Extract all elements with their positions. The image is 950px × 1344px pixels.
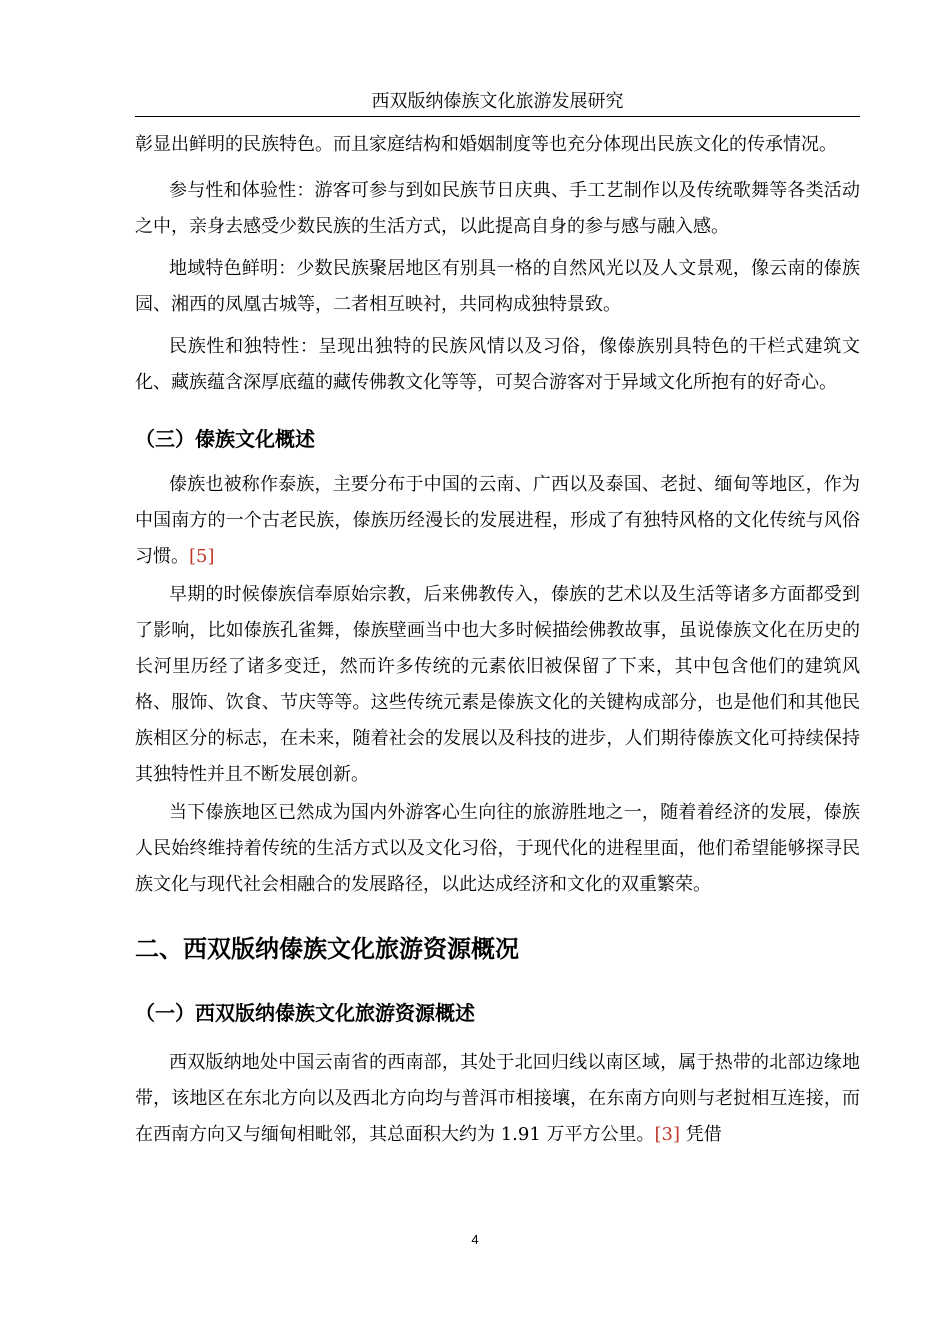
section-heading-dai-culture: （三）傣族文化概述 — [135, 427, 315, 451]
citation-5[interactable]: [5] — [189, 546, 215, 567]
section-heading-resources-overview: （一）西双版纳傣族文化旅游资源概述 — [135, 1001, 475, 1025]
paragraph-dai-overview-text: 傣族也被称作泰族，主要分布于中国的云南、广西以及泰国、老挝、缅甸等地区，作为中国南方的一个古老民族，傣族历经漫长的发展进程，形成了有独特风格的文化传统与风俗习惯。 — [135, 474, 860, 567]
paragraph-location-text: 西双版纳地处中国云南省的西南部，其处于北回归线以南区域，属于热带的北部边缘地带，该地区在东北方向以及西北方向均与普洱市相接壤，在东南方向则与老挝相互连接，而在西南方向又与缅甸相毗邻，其总面积大约为 1.91 万平方公里。 — [135, 1052, 860, 1145]
document-body — [135, 127, 860, 1153]
citation-3[interactable]: [3] — [654, 1124, 681, 1145]
paragraph-ethnic-uniqueness: 民族性和独特性：呈现出独特的民族风情以及习俗，像傣族别具特色的干栏式建筑文化、藏族蕴含深厚底蕴的藏传佛教文化等等，可契合游客对于异域文化所抱有的好奇心。 — [135, 336, 860, 393]
running-header-title: 西双版纳傣族文化旅游发展研究 — [371, 91, 624, 112]
paragraph-location-tail: 凭借 — [680, 1124, 722, 1145]
paragraph-dai-overview — [135, 467, 860, 575]
paragraph-dai-today: 当下傣族地区已然成为国内外游客心生向往的旅游胜地之一，随着着经济的发展，傣族人民始终维持着传统的生活方式以及文化习俗，于现代化的进程里面，他们希望能够探寻民族文化与现代社会相融合的发展路径，以此达成经济和文化的双重繁荣。 — [135, 802, 860, 895]
paragraph-participation: 参与性和体验性：游客可参与到如民族节日庆典、手工艺制作以及传统歌舞等各类活动之中，亲身去感受少数民族的生活方式，以此提高自身的参与感与融入感。 — [135, 180, 860, 237]
chapter-heading-resources: 二、西双版纳傣族文化旅游资源概况 — [135, 935, 519, 963]
paragraph-continuation: 彰显出鲜明的民族特色。而且家庭结构和婚姻制度等也充分体现出民族文化的传承情况。 — [135, 134, 837, 155]
paragraph-regional-features: 地域特色鲜明：少数民族聚居地区有别具一格的自然风光以及人文景观，像云南的傣族园、湘西的凤凰古城等，二者相互映衬，共同构成独特景致。 — [135, 258, 860, 315]
page-number: 4 — [471, 1232, 479, 1247]
header-rule — [135, 116, 860, 117]
paragraph-xishuangbanna-location — [135, 1045, 860, 1153]
paragraph-dai-history: 早期的时候傣族信奉原始宗教，后来佛教传入，傣族的艺术以及生活等诸多方面都受到了影响，比如傣族孔雀舞，傣族壁画当中也大多时候描绘佛教故事，虽说傣族文化在历史的长河里历经了诸多变迁，然而许多传统的元素依旧被保留了下来，其中包含他们的建筑风格、服饰、饮食、节庆等等。这些传统元素是傣族文化的关键构成部分，也是他们和其他民族相区分的标志，在未来，随着社会的发展以及科技的进步，人们期待傣族文化可持续保持其独特性并且不断发展创新。 — [135, 584, 860, 785]
